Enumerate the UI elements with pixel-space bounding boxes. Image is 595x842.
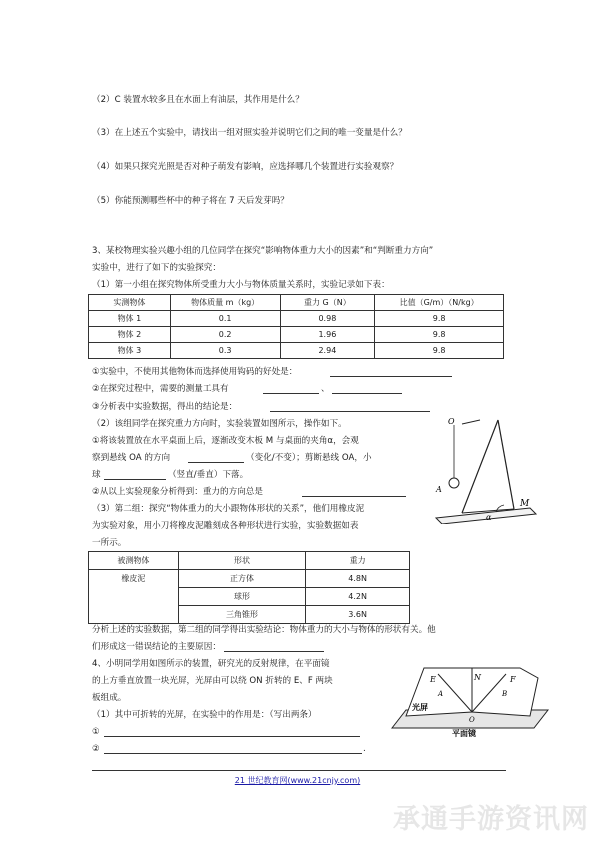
label-screen: 光屏 xyxy=(412,703,428,712)
label-mirror: 平面镜 xyxy=(452,729,476,738)
table-cell: 1.96 xyxy=(280,327,375,343)
q3-s2: ②在探究过程中，需要的测量工具有 xyxy=(92,384,229,394)
table-cell: 0.3 xyxy=(170,343,280,359)
q3-intro-line1: 3、某校物理实验兴趣小组的几位同学在探究“影响物体重力大小的因素”和“判断重力方向” xyxy=(92,246,434,256)
answer-blank xyxy=(104,479,166,480)
q3-part3-a: （3）第二组：探究“物体重力的大小跟物体形状的关系”，他们用橡皮泥 xyxy=(92,504,365,514)
label-alpha: α xyxy=(486,513,492,522)
table-cell: 0.1 xyxy=(170,311,280,327)
label-o: O xyxy=(469,716,475,724)
answer-blank xyxy=(332,393,402,394)
answer-blank xyxy=(330,376,452,377)
table-cell: 2.94 xyxy=(280,343,375,359)
q3-part2-b2: （变化/不变）；剪断悬线 OA，小 xyxy=(246,453,372,463)
table-cell: 物体 3 xyxy=(89,343,171,359)
ball xyxy=(449,478,459,488)
answer-blank xyxy=(104,736,360,737)
q3-part2-b1: 察到悬线 OA 的方向 xyxy=(92,453,171,463)
question-5: （5）你能预测哪些杯中的种子将在 7 天后发芽吗？ xyxy=(92,196,289,206)
label-n: N xyxy=(474,673,481,682)
table-header: 形状 xyxy=(178,552,306,570)
q4-line4: （1）其中可折转的光屏，在实验中的作用是：（写出两条） xyxy=(92,710,317,720)
shape-gravity-table xyxy=(88,551,410,624)
table-cell: 0.2 xyxy=(170,327,280,343)
q4-blank2-end: . xyxy=(363,744,366,754)
table-header-row xyxy=(89,552,410,570)
watermark: 承通手游资讯网 xyxy=(393,804,589,835)
q4-blank1-label: ① xyxy=(92,727,100,737)
table-cell: 橡皮泥 xyxy=(89,570,179,624)
label-a: A xyxy=(438,690,444,698)
table-header: 重力 xyxy=(306,552,410,570)
q3-analysis-2: 们形成这一错误结论的主要原因： xyxy=(92,642,221,652)
answer-blank xyxy=(270,411,430,412)
question-4: （4）如果只探究光照是否对种子萌发有影响，应选择哪几个装置进行实验观察？ xyxy=(92,162,399,172)
hanger xyxy=(462,420,480,424)
answer-blank xyxy=(188,462,244,463)
q3-s1: ①实验中，不使用其他物体而选择使用钩码的好处是： xyxy=(92,367,298,377)
q4-line1: 4、小明同学用如图所示的装置，研究光的反射规律，在平面镜 xyxy=(92,659,330,669)
label-a: A xyxy=(436,485,442,494)
table-row xyxy=(89,570,410,588)
gravity-direction-figure xyxy=(432,412,544,524)
table-cell: 9.8 xyxy=(375,343,504,359)
q4-line2: 的上方垂直放置一块光屏，光屏由可以绕 ON 折转的 E、F 两块 xyxy=(92,676,333,686)
q4-line3: 板组成。 xyxy=(92,693,127,703)
label-b: B xyxy=(502,690,508,698)
table-cell: 4.8N xyxy=(306,570,410,588)
table-cell: 球形 xyxy=(178,588,306,606)
footer-divider xyxy=(92,770,506,771)
table-cell: 3.6N xyxy=(306,606,410,624)
q3-s3: ③分析表中实验数据，得出的结论是： xyxy=(92,402,238,412)
answer-blank xyxy=(104,753,362,754)
table-cell: 0.98 xyxy=(280,311,375,327)
table-cell: 物体 2 xyxy=(89,327,171,343)
board-right-edge xyxy=(498,420,514,509)
q3-s2-separator: 、 xyxy=(321,384,330,394)
table-row xyxy=(89,327,504,343)
mass-gravity-table xyxy=(88,294,504,359)
label-m: M xyxy=(520,499,530,509)
answer-blank xyxy=(263,393,319,394)
table-row xyxy=(89,343,504,359)
table-header: 重力 G（N） xyxy=(280,295,375,311)
q3-part2-d: ②从以上实验现象分析得到：重力的方向总是 xyxy=(92,487,263,497)
question-2: （2）C 装置水较多且在水面上有油层，其作用是什么？ xyxy=(92,95,304,105)
q3-part2-c2: （竖直/垂直）下落。 xyxy=(168,470,249,480)
label-f: F xyxy=(510,675,516,684)
table-header: 物体质量 m（kg） xyxy=(170,295,280,311)
q3-part1-line: （1）第一小组在探究物体所受重力大小与物体质量关系时，实验记录如下表： xyxy=(92,280,390,290)
table-header: 被测物体 xyxy=(89,552,179,570)
q3-part2-c1: 球 xyxy=(92,470,101,480)
board-left-edge xyxy=(462,420,498,513)
light-reflection-figure xyxy=(386,660,550,740)
question-3: （3）在上述五个实验中，请找出一组对照实验并说明它们之间的唯一变量是什么？ xyxy=(92,128,407,138)
table-header: 比值（G/m）（N/kg） xyxy=(375,295,504,311)
table-header: 实测物体 xyxy=(89,295,171,311)
answer-blank xyxy=(302,496,406,497)
q3-analysis-1: 分析上述的实验数据，第二组的同学得出实验结论：物体重力的大小与物体的形状有关。他 xyxy=(92,625,436,635)
table-header-row xyxy=(89,295,504,311)
q3-part2-a: ①将该装置放在水平桌面上后，逐渐改变木板 M 与桌面的夹角α，会观 xyxy=(92,436,359,446)
table-cell: 4.2N xyxy=(306,588,410,606)
q3-part3-b: 为实验对象，用小刀将橡皮泥雕刻成各种形状进行实验，实验数据如表 xyxy=(92,521,359,531)
table-cell: 正方体 xyxy=(178,570,306,588)
table-cell: 9.8 xyxy=(375,327,504,343)
table-row xyxy=(89,311,504,327)
q3-intro-line2: 实验中，进行了如下的实验探究： xyxy=(92,263,221,273)
label-e: E xyxy=(430,675,436,684)
answer-blank xyxy=(224,651,324,652)
q3-part3-c: 一所示。 xyxy=(92,538,127,548)
table-cell: 物体 1 xyxy=(89,311,171,327)
label-o: O xyxy=(448,417,455,426)
q4-blank2-label: ② xyxy=(92,744,100,754)
footer-link[interactable]: 21 世纪教育网(www.21cnjy.com) xyxy=(234,776,361,785)
table-cell: 9.8 xyxy=(375,311,504,327)
table-cell: 三角锥形 xyxy=(178,606,306,624)
q3-part2-line: （2）该组同学在探究重力方向时，实验装置如图所示，操作如下。 xyxy=(92,419,347,429)
